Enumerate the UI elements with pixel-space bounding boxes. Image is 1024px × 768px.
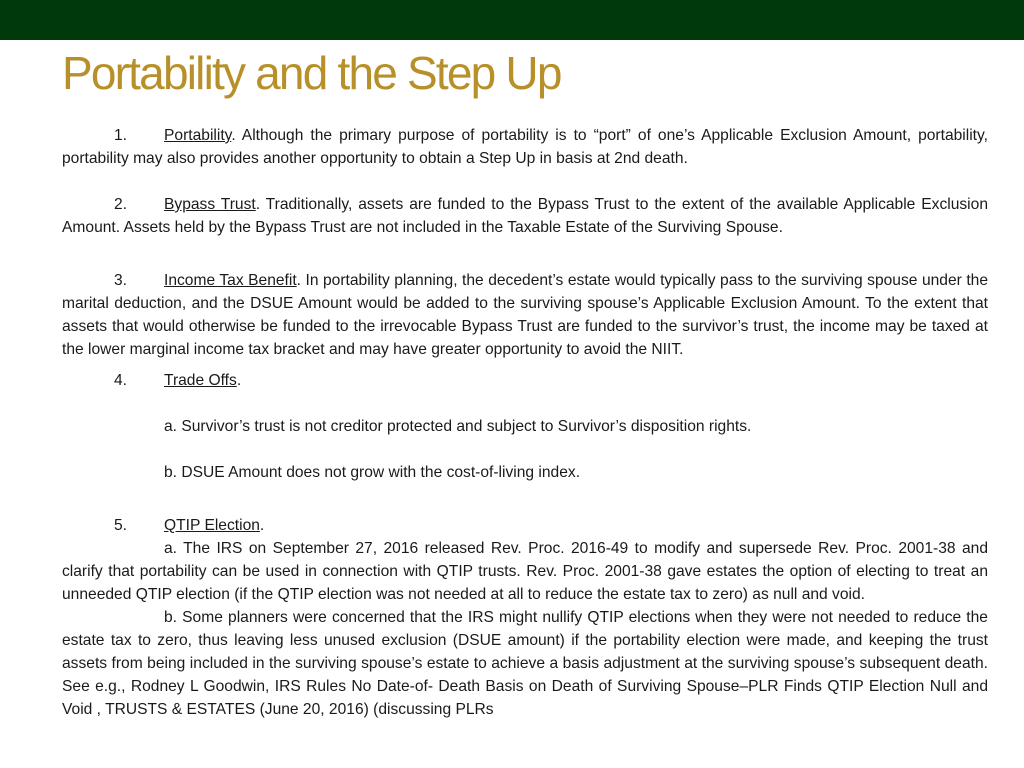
item-heading: Bypass Trust <box>164 196 256 213</box>
item-text: . <box>236 372 242 389</box>
item-heading: Trade Offs <box>164 372 237 389</box>
item-3 <box>62 269 988 361</box>
sub-item-4a: a. Survivor’s trust is not creditor protected and subject to Survivor’s disposition rights. <box>164 418 752 435</box>
item-2 <box>62 193 988 239</box>
sub-item-5a: a. The IRS on September 27, 2016 released Rev. Proc. 2016-49 to modify and supersede Rev. Proc. 2001-38 and clarify that portability can be used in connection with QTIP trusts. Rev. Proc. 2001-38 gave estates the option of electing to treat an unneeded QTIP election (if the QTIP election was not needed at all to reduce the estate tax to zero) as null and void. <box>62 540 988 603</box>
item-heading: Portability <box>164 127 232 144</box>
item-4 <box>62 369 988 392</box>
item-heading: QTIP Election <box>164 517 260 534</box>
item-1 <box>62 124 988 170</box>
item-number: 4. <box>114 372 128 389</box>
item-heading: Income Tax Benefit <box>164 272 297 289</box>
item-text: . Traditionally, assets are funded to the Bypass Trust to the extent of the available Applicable Exclusion Amount. Assets held by the Bypass Trust are not included in the Taxable Estate of the Surviving Spouse. <box>62 196 988 236</box>
item-number: 3. <box>114 272 128 289</box>
slide-title: Portability and the Step Up <box>62 47 561 99</box>
item-number: 1. <box>114 127 128 144</box>
item-number: 5. <box>114 517 128 534</box>
sub-item-4b: b. DSUE Amount does not grow with the cost-of-living index. <box>164 464 581 481</box>
item-text: . In portability planning, the decedent’s estate would typically pass to the surviving spouse under the marital deduction, and the DSUE Amount would be added to the surviving spouse’s Applicable Exclusion Amount. To the extent that assets that would otherwise be funded to the irrevocable Bypass Trust are funded to the survivor’s trust, the income may be taxed at the lower marginal income tax bracket and may have greater opportunity to avoid the NIIT. <box>62 272 988 358</box>
slide-body <box>62 124 988 721</box>
item-text: . <box>259 517 265 534</box>
item-number: 2. <box>114 196 128 213</box>
top-banner <box>0 0 1024 40</box>
sub-item-5b: b. Some planners were concerned that the IRS might nullify QTIP elections when they were not needed to reduce the estate tax to zero, thus leaving less unused exclusion (DSUE amount) if the portability election were made, and keeping the trust assets from being included in the surviving spouse’s estate to achieve a basis adjustment at the surviving spouse’s subsequent death. See e.g., Rodney L Goodwin, IRS Rules No Date-of- Death Basis on Death of Surviving Spouse–PLR Finds QTIP Election Null and Void , TRUSTS & ESTATES (June 20, 2016) (discussing PLRs <box>62 609 988 718</box>
item-text: . Although the primary purpose of portability is to “port” of one’s Applicable Exclusion Amount, portability, portability may also provides another opportunity to obtain a Step Up in basis at 2nd death. <box>62 127 988 167</box>
item-5 <box>62 514 988 537</box>
